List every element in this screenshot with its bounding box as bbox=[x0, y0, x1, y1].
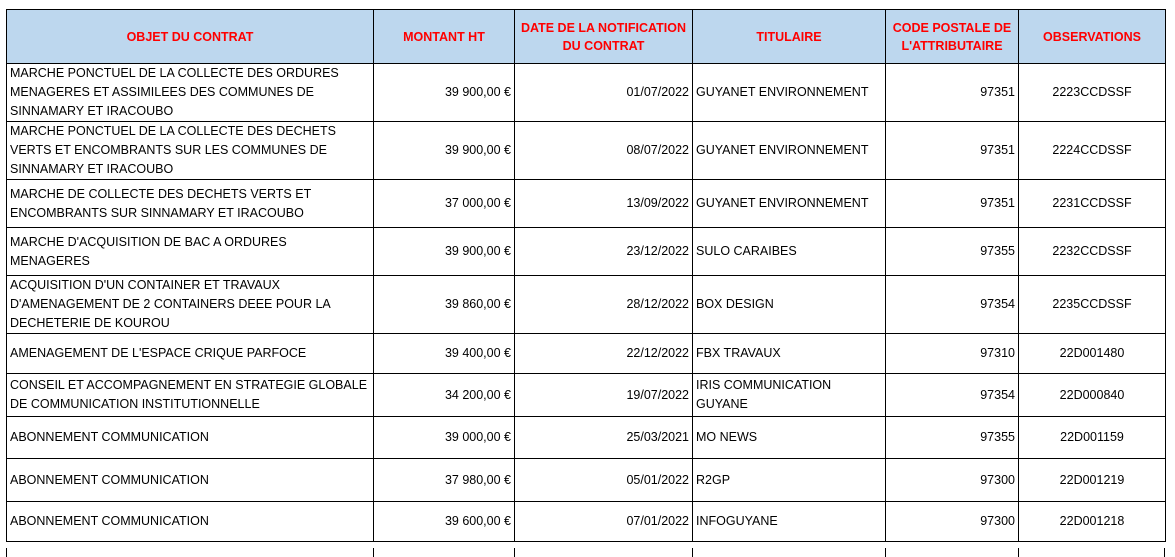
table-row bbox=[7, 334, 1166, 374]
cell-observations[interactable]: 22D001480 bbox=[1019, 334, 1166, 374]
table-row bbox=[7, 374, 1166, 417]
cell-objet[interactable]: CONSEIL ET ACCOMPAGNEMENT EN STRATEGIE GLOBALE DE COMMUNICATION INSTITUTIONNELLE bbox=[7, 374, 374, 417]
cell-montant[interactable]: 39 600,00 € bbox=[374, 502, 515, 542]
gridline bbox=[692, 548, 693, 557]
header-row bbox=[7, 10, 1166, 64]
cell-code-postale[interactable]: 97300 bbox=[886, 502, 1019, 542]
cell-titulaire[interactable]: SULO CARAIBES bbox=[693, 228, 886, 276]
cell-titulaire[interactable]: R2GP bbox=[693, 459, 886, 502]
cell-code-postale[interactable]: 97355 bbox=[886, 417, 1019, 459]
header-objet[interactable]: OBJET DU CONTRAT bbox=[7, 10, 374, 64]
cell-date[interactable]: 23/12/2022 bbox=[515, 228, 693, 276]
table-row bbox=[7, 417, 1166, 459]
cell-montant[interactable]: 39 900,00 € bbox=[374, 122, 515, 180]
header-date-line1: DATE DE LA NOTIFICATION bbox=[520, 20, 687, 35]
cell-titulaire[interactable]: GUYANET ENVIRONNEMENT bbox=[693, 64, 886, 122]
cell-code-postale[interactable]: 97354 bbox=[886, 374, 1019, 417]
cell-titulaire[interactable]: BOX DESIGN bbox=[693, 276, 886, 334]
cell-date[interactable]: 19/07/2022 bbox=[515, 374, 693, 417]
header-date[interactable] bbox=[515, 10, 693, 64]
table-row bbox=[7, 64, 1166, 122]
cell-date[interactable]: 05/01/2022 bbox=[515, 459, 693, 502]
gridline bbox=[514, 548, 515, 557]
header-titulaire[interactable]: TITULAIRE bbox=[693, 10, 886, 64]
header-observations[interactable]: OBSERVATIONS bbox=[1019, 10, 1166, 64]
cell-observations[interactable]: 22D000840 bbox=[1019, 374, 1166, 417]
table-row bbox=[7, 459, 1166, 502]
cell-montant[interactable]: 37 980,00 € bbox=[374, 459, 515, 502]
table-row bbox=[7, 180, 1166, 228]
header-code-postale[interactable] bbox=[886, 10, 1019, 64]
gridline bbox=[885, 548, 886, 557]
gridline bbox=[6, 548, 7, 557]
cell-montant[interactable]: 39 400,00 € bbox=[374, 334, 515, 374]
cell-observations[interactable]: 22D001219 bbox=[1019, 459, 1166, 502]
cell-date[interactable]: 25/03/2021 bbox=[515, 417, 693, 459]
cell-observations[interactable]: 2232CCDSSF bbox=[1019, 228, 1166, 276]
gridline bbox=[373, 548, 374, 557]
cell-objet[interactable]: AMENAGEMENT DE L'ESPACE CRIQUE PARFOCE bbox=[7, 334, 374, 374]
cell-code-postale[interactable]: 97351 bbox=[886, 64, 1019, 122]
cell-objet[interactable]: MARCHE D'ACQUISITION DE BAC A ORDURES MENAGERES bbox=[7, 228, 374, 276]
header-date-line2: DU CONTRAT bbox=[562, 38, 645, 53]
cell-observations[interactable]: 22D001159 bbox=[1019, 417, 1166, 459]
cell-objet[interactable]: ABONNEMENT COMMUNICATION bbox=[7, 459, 374, 502]
gridline bbox=[1018, 548, 1019, 557]
cell-titulaire[interactable]: FBX TRAVAUX bbox=[693, 334, 886, 374]
cell-objet[interactable]: ABONNEMENT COMMUNICATION bbox=[7, 502, 374, 542]
cell-objet[interactable]: MARCHE PONCTUEL DE LA COLLECTE DES DECHETS VERTS ET ENCOMBRANTS SUR LES COMMUNES DE SINNAMARY ET IRACOUBO bbox=[7, 122, 374, 180]
cell-date[interactable]: 28/12/2022 bbox=[515, 276, 693, 334]
table-row bbox=[7, 228, 1166, 276]
cell-date[interactable]: 22/12/2022 bbox=[515, 334, 693, 374]
table-row bbox=[7, 122, 1166, 180]
cell-observations[interactable]: 2231CCDSSF bbox=[1019, 180, 1166, 228]
cell-montant[interactable]: 39 860,00 € bbox=[374, 276, 515, 334]
cell-code-postale[interactable]: 97354 bbox=[886, 276, 1019, 334]
cell-montant[interactable]: 34 200,00 € bbox=[374, 374, 515, 417]
cell-date[interactable]: 13/09/2022 bbox=[515, 180, 693, 228]
cell-montant[interactable]: 39 000,00 € bbox=[374, 417, 515, 459]
cell-observations[interactable]: 2235CCDSSF bbox=[1019, 276, 1166, 334]
cell-objet[interactable]: MARCHE PONCTUEL DE LA COLLECTE DES ORDURES MENAGERES ET ASSIMILEES DES COMMUNES DE SINNAMARY ET IRACOUBO bbox=[7, 64, 374, 122]
cell-observations[interactable]: 2224CCDSSF bbox=[1019, 122, 1166, 180]
cell-code-postale[interactable]: 97300 bbox=[886, 459, 1019, 502]
cell-titulaire[interactable]: MO NEWS bbox=[693, 417, 886, 459]
cell-montant[interactable]: 39 900,00 € bbox=[374, 64, 515, 122]
cell-observations[interactable]: 2223CCDSSF bbox=[1019, 64, 1166, 122]
header-code-line1: CODE POSTALE DE bbox=[892, 20, 1012, 35]
next-row-gridlines bbox=[6, 548, 1165, 557]
cell-objet[interactable]: MARCHE DE COLLECTE DES DECHETS VERTS ET ENCOMBRANTS SUR SINNAMARY ET IRACOUBO bbox=[7, 180, 374, 228]
gridline bbox=[1164, 548, 1165, 557]
cell-observations[interactable]: 22D001218 bbox=[1019, 502, 1166, 542]
cell-code-postale[interactable]: 97351 bbox=[886, 122, 1019, 180]
cell-objet[interactable]: ABONNEMENT COMMUNICATION bbox=[7, 417, 374, 459]
cell-date[interactable]: 01/07/2022 bbox=[515, 64, 693, 122]
table-row bbox=[7, 276, 1166, 334]
header-code-line2: L'ATTRIBUTAIRE bbox=[901, 38, 1003, 53]
cell-titulaire[interactable]: GUYANET ENVIRONNEMENT bbox=[693, 122, 886, 180]
header-montant[interactable]: MONTANT HT bbox=[374, 10, 515, 64]
cell-montant[interactable]: 37 000,00 € bbox=[374, 180, 515, 228]
cell-date[interactable]: 07/01/2022 bbox=[515, 502, 693, 542]
cell-date[interactable]: 08/07/2022 bbox=[515, 122, 693, 180]
cell-titulaire[interactable]: IRIS COMMUNICATION GUYANE bbox=[693, 374, 886, 417]
cell-titulaire[interactable]: INFOGUYANE bbox=[693, 502, 886, 542]
cell-titulaire[interactable]: GUYANET ENVIRONNEMENT bbox=[693, 180, 886, 228]
cell-code-postale[interactable]: 97351 bbox=[886, 180, 1019, 228]
cell-code-postale[interactable]: 97355 bbox=[886, 228, 1019, 276]
cell-code-postale[interactable]: 97310 bbox=[886, 334, 1019, 374]
cell-objet[interactable]: ACQUISITION D'UN CONTAINER ET TRAVAUX D'AMENAGEMENT DE 2 CONTAINERS DEEE POUR LA DECHETERIE DE KOUROU bbox=[7, 276, 374, 334]
contracts-table bbox=[6, 9, 1166, 542]
table-row bbox=[7, 502, 1166, 542]
cell-montant[interactable]: 39 900,00 € bbox=[374, 228, 515, 276]
